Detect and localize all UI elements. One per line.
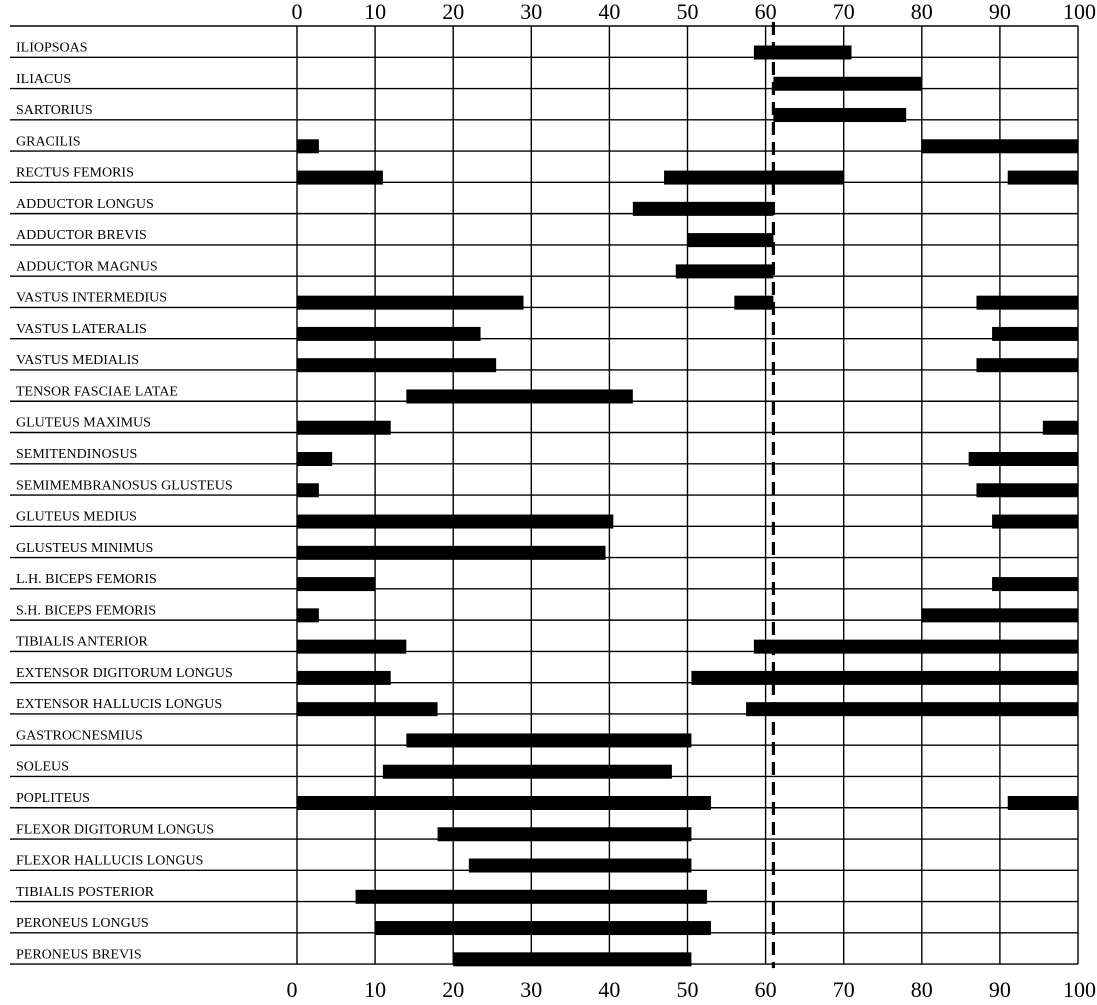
top-tick-label: 10 [364, 0, 387, 24]
row-label: ILIACUS [16, 71, 72, 87]
top-tick-label: 40 [598, 0, 621, 24]
row-label: FLEXOR HALLUCIS LONGUS [16, 853, 204, 869]
activity-bar [356, 890, 707, 904]
bottom-tick-label: 70 [832, 977, 855, 1000]
bottom-tick-label: 80 [910, 977, 933, 1000]
row-label: SEMITENDINOSUS [16, 447, 138, 463]
activity-bar [1043, 421, 1078, 435]
row-label: PERONEUS LONGUS [16, 916, 149, 932]
row-label: GLUTEUS MEDIUS [16, 509, 137, 525]
bottom-tick-label: 30 [520, 977, 543, 1000]
activity-bar [676, 264, 774, 278]
activity-bar [453, 952, 691, 966]
top-tick-label: 20 [442, 0, 465, 24]
row-label: ILIOPSOAS [16, 40, 88, 56]
bottom-axis-ticks [287, 977, 1097, 1000]
activity-bar [297, 171, 383, 185]
row-label: TIBIALIS POSTERIOR [16, 884, 155, 900]
activity-bar [992, 327, 1078, 341]
activity-bar [691, 671, 1078, 685]
activity-bar [664, 171, 844, 185]
activity-bar [754, 46, 852, 60]
row-label: EXTENSOR DIGITORUM LONGUS [16, 665, 233, 681]
activity-bar [297, 421, 391, 435]
activity-bar [469, 859, 692, 873]
row-label: ADDUCTOR BREVIS [16, 228, 147, 244]
row-label: L.H. BICEPS FEMORIS [16, 572, 157, 588]
activity-bar [406, 389, 632, 403]
row-label: PERONEUS BREVIS [16, 947, 142, 963]
activity-bar [375, 921, 711, 935]
row-label: RECTUS FEMORIS [16, 165, 134, 181]
activity-bar [992, 515, 1078, 529]
activity-bar [734, 296, 773, 310]
bottom-tick-label: 0 [286, 977, 298, 1000]
activity-bar [297, 139, 319, 153]
bottom-tick-label: 20 [442, 977, 465, 1000]
activity-bar [297, 327, 481, 341]
activity-bar [297, 296, 523, 310]
activity-bar [297, 608, 319, 622]
activity-bar [406, 733, 691, 747]
activity-bar [297, 671, 391, 685]
row-labels-layer [16, 41, 233, 963]
row-label: VASTUS LATERALIS [16, 321, 147, 337]
activity-bar [297, 515, 613, 529]
activity-bar [297, 483, 319, 497]
row-label: VASTUS MEDIALIS [16, 353, 140, 369]
activity-bar [976, 296, 1078, 310]
top-axis-ticks [292, 0, 1097, 24]
activity-bar [297, 702, 438, 716]
bottom-tick-label: 10 [364, 977, 387, 1000]
activity-bar [976, 483, 1078, 497]
row-label: ADDUCTOR LONGUS [16, 196, 154, 212]
top-tick-label: 60 [754, 0, 777, 24]
activity-bar [1008, 796, 1078, 810]
activity-bar [297, 452, 332, 466]
row-label: SOLEUS [16, 759, 69, 775]
top-tick-label: 30 [520, 0, 543, 24]
row-label: SARTORIUS [16, 103, 93, 119]
row-label: POPLITEUS [16, 790, 90, 806]
top-tick-label: 50 [676, 0, 699, 24]
activity-bar [633, 202, 774, 216]
top-tick-label: 0 [291, 0, 303, 24]
row-label: GRACILIS [16, 134, 81, 150]
activity-bar [746, 702, 1078, 716]
row-label: S.H. BICEPS FEMORIS [16, 603, 157, 619]
activity-bar [976, 358, 1078, 372]
row-label: TENSOR FASCIAE LATAE [16, 384, 178, 400]
activity-bar [297, 577, 375, 591]
activity-bar [922, 608, 1078, 622]
bottom-tick-label: 60 [754, 977, 777, 1000]
row-label: VASTUS INTERMEDIUS [16, 290, 168, 306]
activity-bar [1008, 171, 1078, 185]
row-label: GASTROCNESMIUS [16, 728, 143, 744]
row-label: ADDUCTOR MAGNUS [16, 259, 158, 275]
row-label: GLUTEUS MAXIMUS [16, 415, 151, 431]
row-label: SEMIMEMBRANOSUS GLUSTEUS [16, 478, 233, 494]
activity-bar [297, 640, 406, 654]
row-label: FLEXOR DIGITORUM LONGUS [16, 822, 215, 838]
activity-bar [688, 233, 774, 247]
activity-bar [297, 796, 711, 810]
row-label: GLUSTEUS MINIMUS [16, 540, 154, 556]
bottom-tick-label: 40 [598, 977, 621, 1000]
row-label: EXTENSOR HALLUCIS LONGUS [16, 697, 223, 713]
activity-bar [383, 765, 672, 779]
row-label: TIBIALIS ANTERIOR [16, 634, 148, 650]
activity-bar [297, 546, 605, 560]
bottom-tick-label: 50 [676, 977, 699, 1000]
top-tick-label: 80 [910, 0, 933, 24]
top-tick-label: 90 [988, 0, 1011, 24]
top-tick-label: 100 [1063, 0, 1096, 24]
activity-bar [297, 358, 496, 372]
activity-bar [438, 827, 692, 841]
activity-bar [773, 108, 906, 122]
bottom-tick-label: 100 [1063, 977, 1096, 1000]
activity-bar [922, 139, 1078, 153]
activity-bar [754, 640, 1078, 654]
activity-bar [773, 77, 921, 91]
activity-bar [992, 577, 1078, 591]
top-tick-label: 70 [832, 0, 855, 24]
bottom-tick-label: 90 [988, 977, 1011, 1000]
activity-bar [969, 452, 1078, 466]
